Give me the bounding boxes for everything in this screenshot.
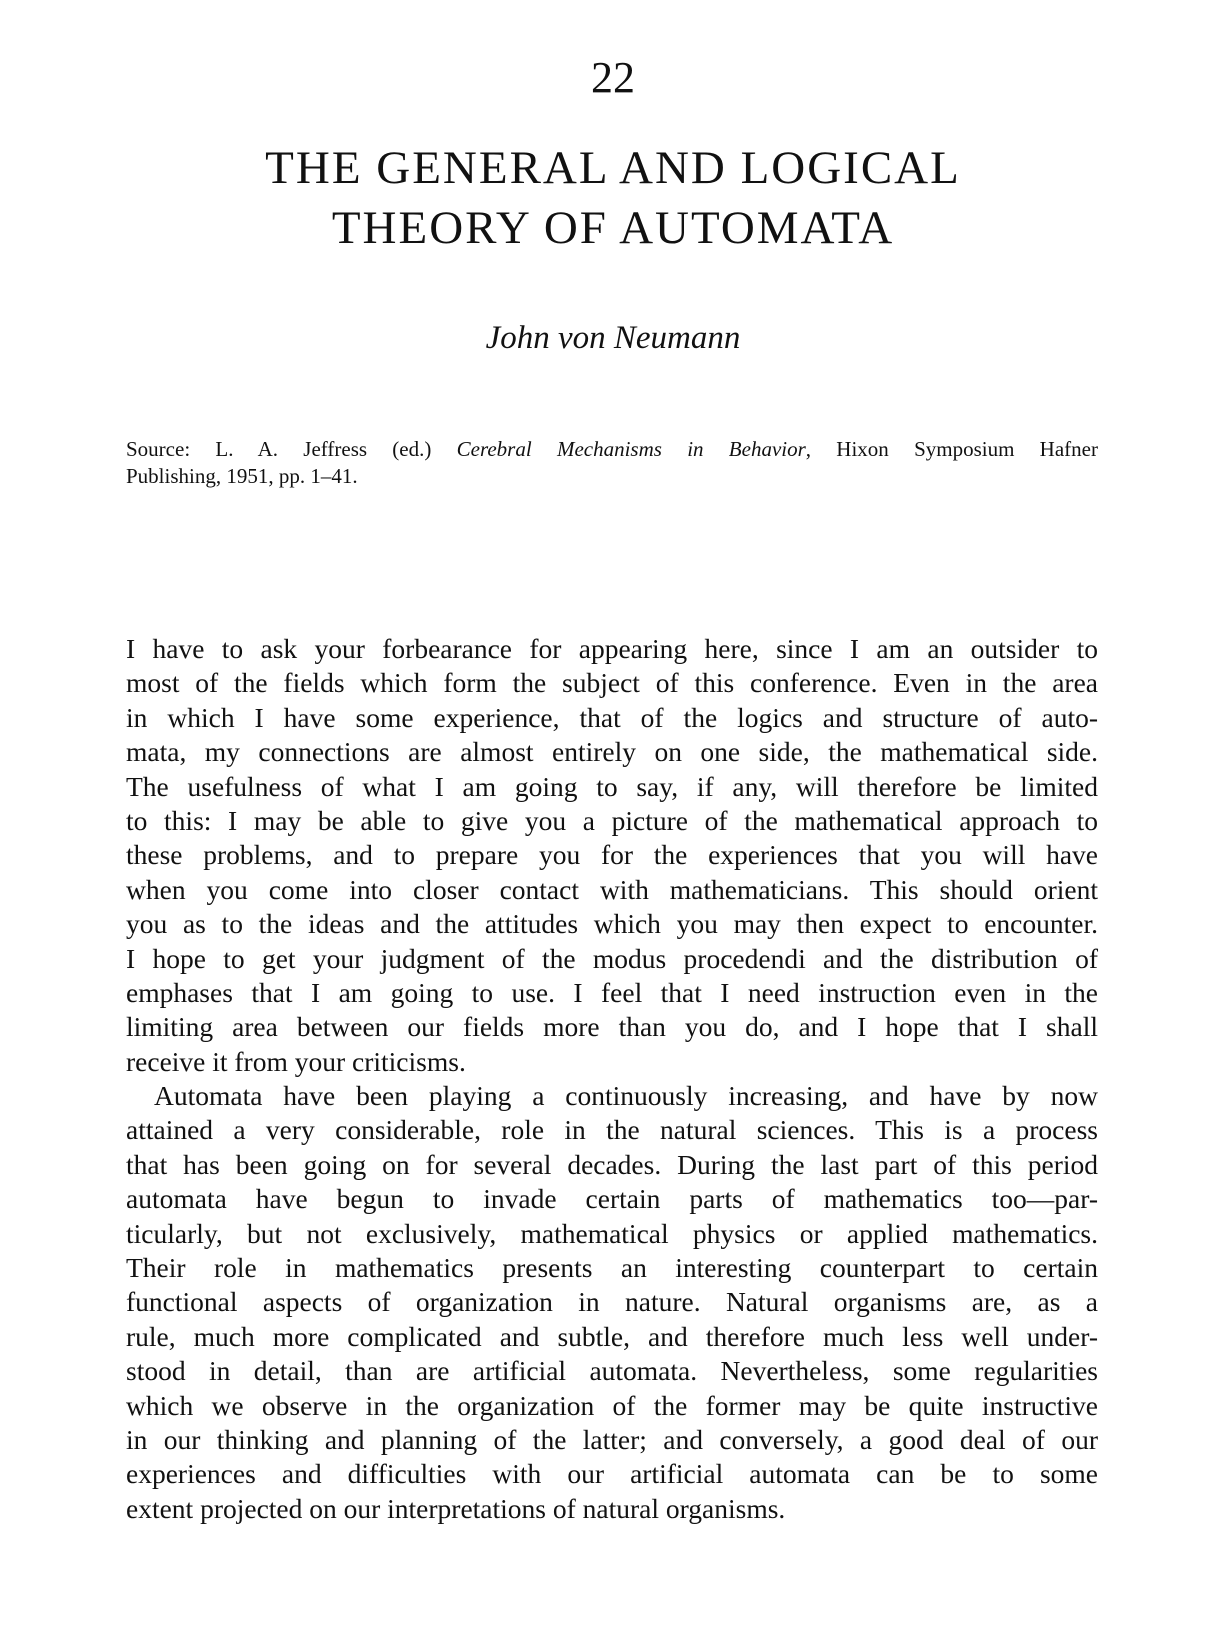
source-line: [126, 436, 1098, 463]
text-line: you as to the ideas and the attitudes which you may then expect to encounter.: [126, 908, 1098, 940]
text-line: these problems, and to prepare you for the experiences that you will have: [126, 839, 1098, 871]
text-line: that has been going on for several decades. During the last part of this period: [126, 1148, 1098, 1180]
text-line: Automata have been playing a continuously increasing, and have by now: [154, 1080, 1098, 1112]
source-prefix: Source: L. A. Jeffress (ed.): [126, 437, 457, 461]
text-line: rule, much more complicated and subtle, and therefore much less well under-: [126, 1320, 1098, 1352]
text-line: which we observe in the organization of the former may be quite instructive: [126, 1389, 1098, 1421]
text-line: The usefulness of what I am going to say, if any, will therefore be limited: [126, 770, 1098, 802]
paragraph: [126, 632, 1098, 1079]
text-line: I have to ask your forbearance for appearing here, since I am an outsider to: [126, 633, 1098, 664]
text-line: emphases that I am going to use. I feel that I need instruction even in the: [126, 976, 1098, 1008]
source-suffix: , Hixon Symposium Hafner: [805, 437, 1098, 461]
source-citation: [126, 436, 1098, 490]
text-line: receive it from your criticisms.: [126, 1045, 466, 1077]
text-line: stood in detail, than are artificial automata. Nevertheless, some regularities: [126, 1355, 1098, 1387]
chapter-title-line: THE GENERAL AND LOGICAL: [265, 142, 961, 194]
text-line: ticularly, but not exclusively, mathematical physics or applied mathematics.: [126, 1217, 1098, 1249]
text-line: Their role in mathematics presents an interesting counterpart to certain: [126, 1252, 1098, 1284]
text-line: automata have begun to invade certain parts of mathematics too—par-: [126, 1183, 1098, 1215]
chapter-title: [0, 138, 1226, 258]
chapter-number: 22: [591, 53, 635, 102]
text-line: in which I have some experience, that of the logics and structure of auto-: [126, 701, 1098, 733]
text-line: when you come into closer contact with mathematicians. This should orient: [126, 873, 1098, 905]
body-text: [126, 632, 1098, 1526]
text-line: attained a very considerable, role in the natural sciences. This is a process: [126, 1114, 1098, 1146]
text-line: in our thinking and planning of the latter; and conversely, a good deal of our: [126, 1423, 1098, 1455]
source-line: Publishing, 1951, pp. 1–41.: [126, 464, 358, 488]
text-line: extent projected on our interpretations of natural organisms.: [126, 1492, 786, 1524]
author-name: John von Neumann: [485, 320, 741, 356]
text-line: experiences and difficulties with our artificial automata can be to some: [126, 1458, 1098, 1490]
text-line: most of the fields which form the subject of this conference. Even in the area: [126, 667, 1098, 699]
source-book-title: Cerebral Mechanisms in Behavior: [456, 437, 806, 461]
text-line: limiting area between our fields more than you do, and I hope that I shall: [126, 1011, 1098, 1043]
text-line: I hope to get your judgment of the modus procedendi and the distribution of: [126, 942, 1098, 974]
text-line: to this: I may be able to give you a picture of the mathematical approach to: [126, 804, 1098, 836]
text-line: functional aspects of organization in nature. Natural organisms are, as a: [126, 1286, 1098, 1318]
text-line: mata, my connections are almost entirely on one side, the mathematical side.: [126, 736, 1098, 768]
chapter-title-line: THEORY OF AUTOMATA: [331, 202, 895, 254]
paragraph: [126, 1079, 1098, 1526]
